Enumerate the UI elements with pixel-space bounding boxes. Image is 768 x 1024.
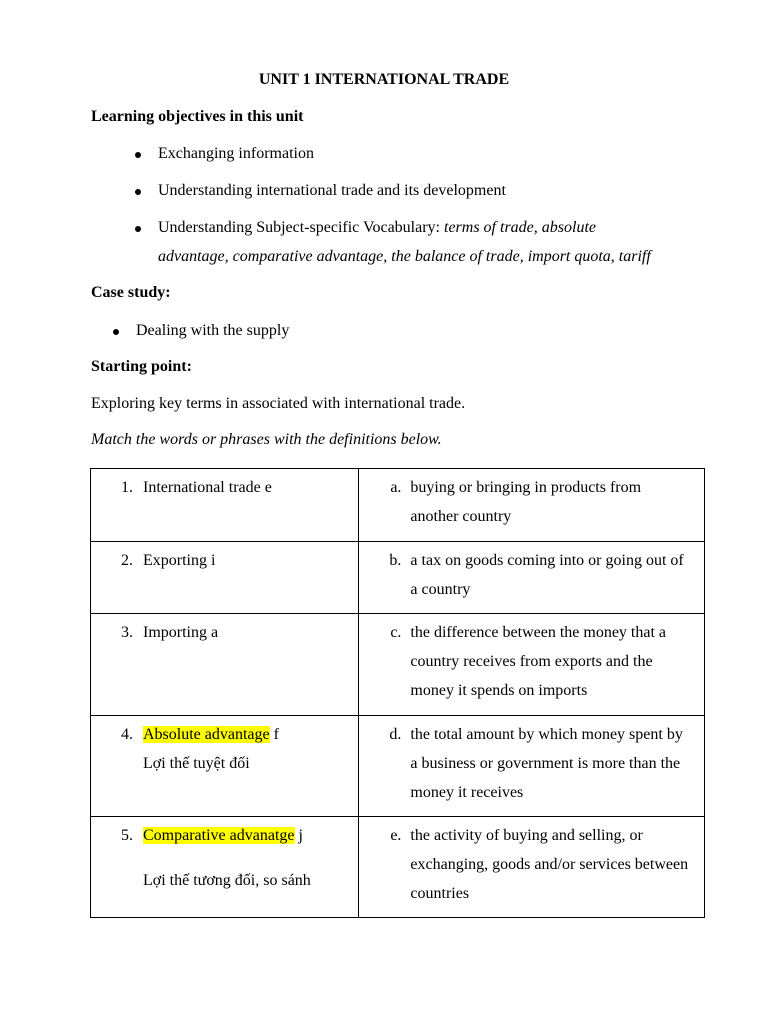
definition-cell — [359, 614, 705, 716]
term-line — [143, 546, 358, 575]
term-answer[interactable]: f — [269, 726, 279, 743]
term-number: 1. — [121, 479, 133, 496]
bullet-dot — [135, 226, 141, 232]
definition-line: money it spends on imports — [410, 682, 588, 699]
definition-line: the difference between the money that a — [410, 624, 667, 641]
term-number: 3. — [121, 624, 133, 641]
definition-line: exchanging, goods and/or services between — [410, 856, 689, 873]
definition-line: a business or government is more than the — [410, 755, 681, 772]
definition-cell — [359, 542, 705, 614]
definition-line: the total amount by which money spent by — [410, 726, 683, 743]
vocab-terms-line2: advantage, comparative advantage, the balance of trade, import quota, tariff — [158, 248, 651, 265]
term-cell — [91, 716, 359, 817]
term-translation: Lợi thế tuyệt đối — [143, 755, 250, 772]
term-cell — [91, 469, 359, 542]
table-row — [91, 716, 705, 817]
definition-line: a tax on goods coming into or going out of — [410, 552, 684, 569]
definition-line: a country — [410, 581, 471, 598]
term-answer[interactable]: e — [260, 479, 272, 496]
definition-line: money it receives — [410, 784, 524, 801]
objective-item-vocabulary — [158, 219, 596, 237]
definition-letter: a. — [390, 479, 402, 496]
table-body — [91, 469, 705, 918]
definition-cell — [359, 716, 705, 817]
term-text: International trade — [143, 479, 261, 496]
definition-line: countries — [410, 885, 470, 902]
term-cell — [91, 542, 359, 614]
definition-letter: e. — [390, 827, 402, 844]
term-text: Comparative advanatge — [143, 827, 295, 844]
objectives-heading: Learning objectives in this unit — [91, 108, 304, 125]
definition-letter: b. — [389, 552, 402, 569]
term-line — [143, 618, 358, 647]
bullet-dot — [135, 189, 141, 195]
bullet-dot — [113, 329, 119, 335]
definition-line: the activity of buying and selling, or — [410, 827, 643, 844]
vocab-terms-line1: terms of trade, absolute — [444, 219, 596, 236]
case-study-heading: Case study: — [91, 284, 171, 301]
term-text: Importing — [143, 624, 207, 641]
term-text: Absolute advantage — [143, 726, 270, 743]
term-line — [143, 473, 358, 502]
definition-line: another country — [410, 508, 512, 525]
term-number: 5. — [121, 827, 133, 844]
term-answer[interactable]: i — [207, 552, 216, 569]
bullet-dot — [135, 152, 141, 158]
term-cell — [91, 817, 359, 918]
case-study-item: Dealing with the supply — [136, 322, 290, 339]
term-line — [143, 720, 358, 749]
definition-letter: c. — [390, 624, 402, 641]
table-row — [91, 542, 705, 614]
term-number: 4. — [121, 726, 133, 743]
vocabulary-matching-table — [90, 468, 705, 918]
objective-item: Exchanging information — [158, 145, 314, 162]
starting-point-heading: Starting point: — [91, 358, 192, 375]
vocab-prefix: Understanding Subject-specific Vocabulary: — [158, 219, 444, 236]
unit-title: UNIT 1 INTERNATIONAL TRADE — [258, 71, 510, 88]
definition-cell — [359, 469, 705, 542]
table-row — [91, 469, 705, 542]
objective-item: Understanding international trade and its development — [158, 182, 506, 199]
match-instruction: Match the words or phrases with the definitions below. — [91, 431, 442, 448]
definition-cell — [359, 817, 705, 918]
starting-point-text: Exploring key terms in associated with international trade. — [91, 395, 466, 412]
term-text: Exporting — [143, 552, 207, 569]
term-answer[interactable]: j — [294, 827, 303, 844]
table-row — [91, 614, 705, 716]
term-line — [143, 821, 358, 850]
definition-line: country receives from exports and the — [410, 653, 653, 670]
term-translation: Lợi thế tương đối, so sánh — [143, 872, 311, 889]
table-row — [91, 817, 705, 918]
term-answer[interactable]: a — [207, 624, 219, 641]
term-number: 2. — [121, 552, 133, 569]
definition-letter: d. — [389, 726, 402, 743]
definition-line: buying or bringing in products from — [410, 479, 642, 496]
term-cell — [91, 614, 359, 716]
